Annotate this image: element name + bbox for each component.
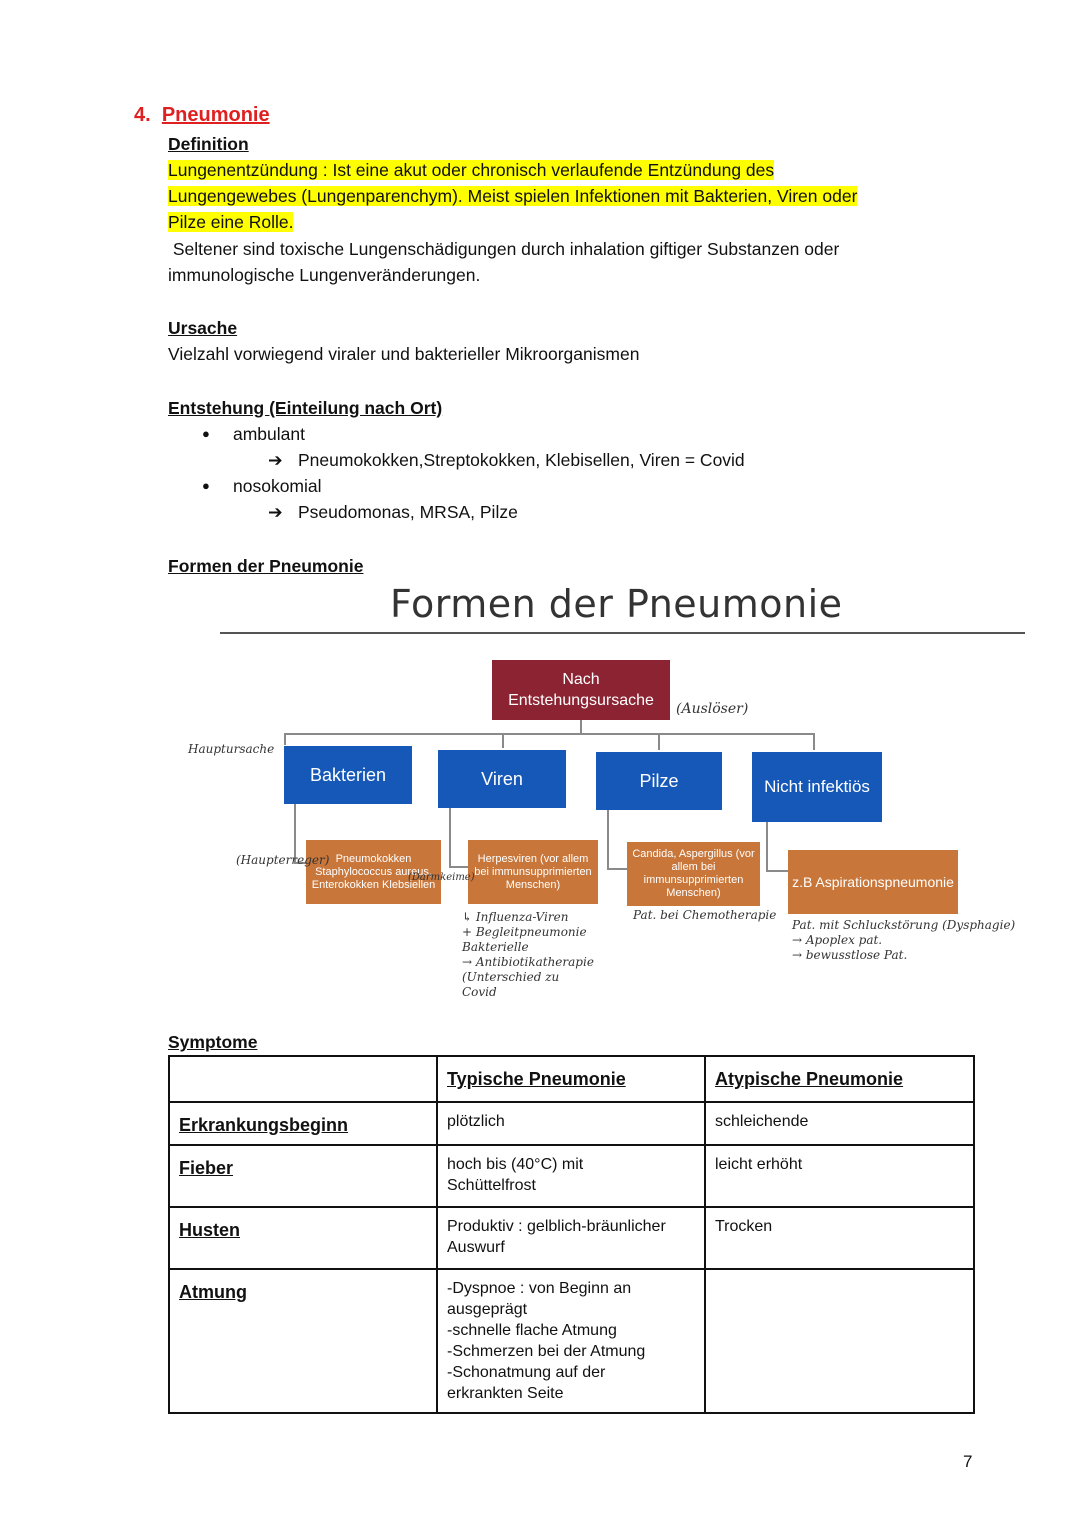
connector-line — [813, 733, 815, 750]
bullet-icon: ● — [202, 478, 210, 493]
connector-line — [766, 822, 768, 870]
table-header-row — [169, 1056, 974, 1102]
definition-line: Seltener sind toxische Lungenschädigungen durch inhalation giftiger Substanzen oder — [168, 239, 840, 259]
ursache-text: Vielzahl vorwiegend viraler und bakterieller Mikroorganismen — [168, 344, 640, 364]
handwritten-note: ↳ Influenza-Viren + Begleitpneumonie Bakterielle → Antibiotikatherapie (Unterschied zu Covid — [462, 910, 594, 999]
table-cell: Trocken — [705, 1207, 974, 1269]
definition-line: Lungenentzündung : Ist eine akut oder chronisch verlaufende Entzündung des — [168, 160, 775, 180]
connector-line — [580, 720, 582, 734]
definition-heading: Definition — [168, 134, 249, 154]
section-title — [134, 104, 270, 127]
table-cell: hoch bis (40°C) mit Schüttelfrost — [437, 1145, 705, 1207]
table-cell: Produktiv : gelblich-bräunlicher Auswurf — [437, 1207, 705, 1269]
table-row — [169, 1145, 974, 1207]
symptome-heading: Symptome — [168, 1032, 258, 1052]
entstehung-heading: Entstehung (Einteilung nach Ort) — [168, 398, 443, 418]
connector-line — [607, 810, 609, 868]
table-cell: schleichende — [705, 1102, 974, 1145]
ursache-heading: Ursache — [168, 318, 238, 338]
connector-line — [502, 733, 504, 748]
connector-line — [607, 868, 627, 870]
handwritten-note: Pat. mit Schluckstörung (Dysphagie) → Apoplex pat. → bewusstlose Pat. — [792, 918, 1016, 962]
definition-line: Lungengewebes (Lungenparenchym). Meist spielen Infektionen mit Bakterien, Viren oder — [168, 186, 858, 206]
table-header-cell — [169, 1056, 437, 1102]
list-item: nosokomial — [233, 476, 322, 496]
diagram-divider — [220, 632, 1025, 634]
diagram-root-node: Nach Entstehungsursache — [492, 660, 670, 720]
table-cell: -Dyspnoe : von Beginn an ausgeprägt -schnelle flache Atmung -Schmerzen bei der Atmung -Schonatmung auf der erkrankten Seite — [437, 1269, 705, 1413]
formen-heading: Formen der Pneumonie — [168, 556, 364, 576]
list-item: ambulant — [233, 424, 305, 444]
table-header-cell: Typische Pneumonie — [437, 1056, 705, 1102]
handwritten-note: (Haupterreger) — [236, 853, 330, 867]
sub-node-nicht-infektioes: z.B Aspirationspneumonie — [788, 850, 958, 914]
symptoms-table — [168, 1055, 975, 1414]
category-node-bakterien: Bakterien — [284, 746, 412, 804]
arrow-icon: ➔ — [268, 450, 283, 470]
connector-line — [449, 808, 451, 866]
row-label: Atmung — [169, 1269, 437, 1413]
section-title-text: Pneumonie — [161, 104, 270, 126]
table-cell: plötzlich — [437, 1102, 705, 1145]
sub-node-bakterien: Pneumokokken Staphylococcus aureus, Enterokokken Klebsiellen — [306, 840, 441, 904]
row-label: Fieber — [169, 1145, 437, 1207]
list-item-detail: Pseudomonas, MRSA, Pilze — [298, 502, 518, 522]
diagram-title: Formen der Pneumonie — [390, 582, 843, 626]
table-header-cell: Atypische Pneumonie — [705, 1056, 974, 1102]
sub-node-viren: Herpesviren (vor allem bei immunsupprimierten Menschen) — [468, 840, 598, 904]
row-label: Husten — [169, 1207, 437, 1269]
table-row — [169, 1207, 974, 1269]
connector-line — [284, 733, 286, 745]
table-row — [169, 1102, 974, 1145]
row-label: Erkrankungsbeginn — [169, 1102, 437, 1145]
category-node-pilze: Pilze — [596, 752, 722, 810]
handwritten-note: Hauptursache — [188, 742, 275, 756]
handwritten-note: (Darmkeime) — [408, 872, 475, 883]
connector-line — [766, 870, 788, 872]
definition-line: immunologische Lungenveränderungen. — [168, 265, 481, 285]
connector-line — [658, 733, 660, 750]
category-node-nicht-infektioes: Nicht infektiös — [752, 752, 882, 822]
sub-node-pilze: Candida, Aspergillus (vor allem bei immunsupprimierten Menschen) — [627, 842, 760, 906]
handwritten-note: (Auslöser) — [676, 701, 749, 717]
section-number: 4. — [134, 104, 151, 126]
category-node-viren: Viren — [438, 750, 566, 808]
bullet-icon: ● — [202, 426, 210, 441]
definition-line: Pilze eine Rolle. — [168, 212, 294, 232]
list-item-detail: Pneumokokken,Streptokokken, Klebisellen, Viren = Covid — [298, 450, 745, 470]
arrow-icon: ➔ — [268, 502, 283, 522]
table-row — [169, 1269, 974, 1413]
connector-line — [449, 866, 469, 868]
page-number: 7 — [963, 1452, 973, 1471]
handwritten-note: Pat. bei Chemotherapie — [633, 908, 777, 922]
table-cell: leicht erhöht — [705, 1145, 974, 1207]
table-cell — [705, 1269, 974, 1413]
connector-line — [284, 733, 815, 735]
